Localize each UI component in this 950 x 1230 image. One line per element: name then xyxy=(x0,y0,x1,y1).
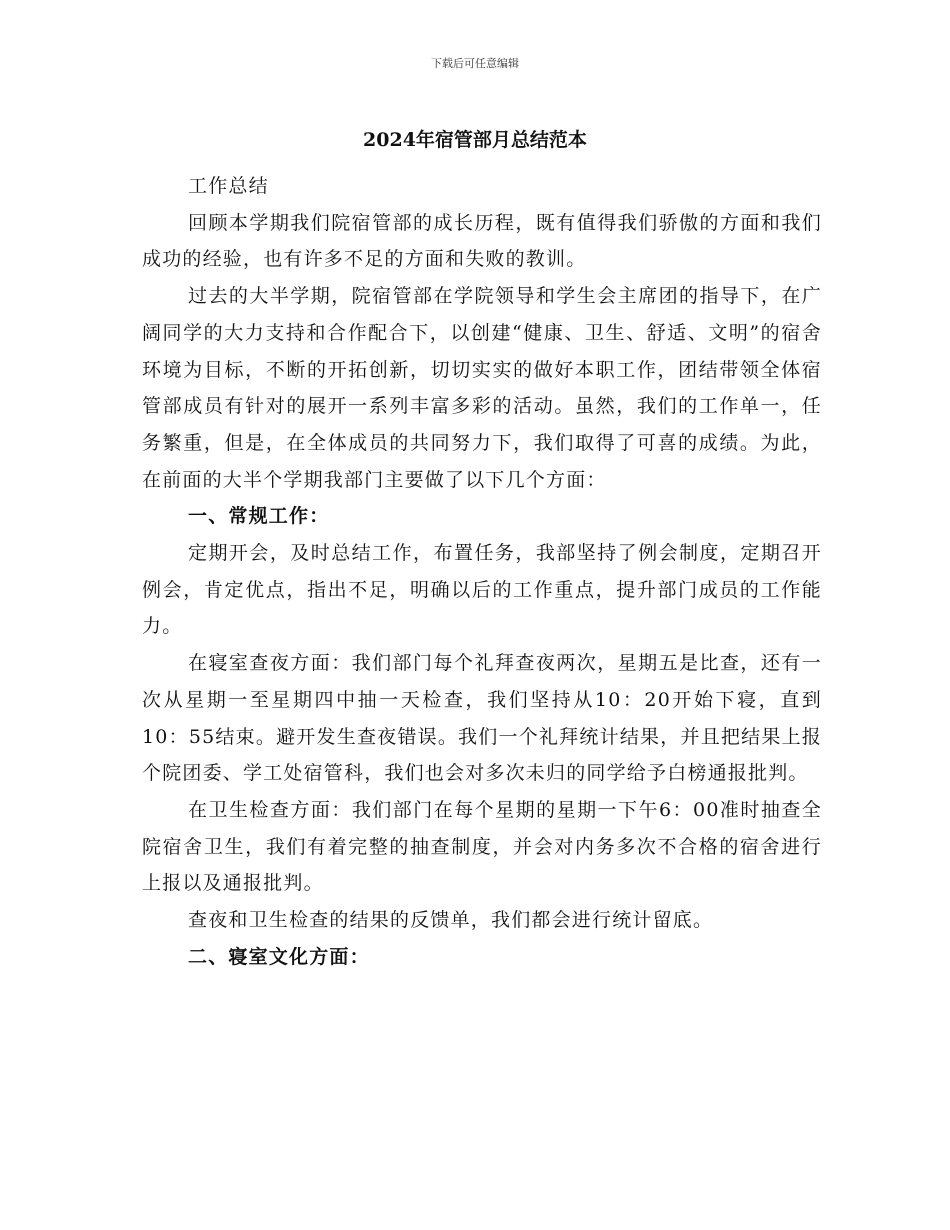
section-heading: 一、常规工作： xyxy=(188,505,330,528)
paragraph: 在寝室查夜方面：我们部门每个礼拜查夜两次，星期五是比查，还有一次从星期一至星期四中抽一天检查，我们坚持从10：20开始下寝，直到10：55结束。避开发生查夜错误。我们一个礼拜统计结果，并且把结果上报个院团委、学工处宿管科，我们也会对多次未归的同学给予白榜通报批判。 xyxy=(142,652,822,785)
paragraph: 在卫生检查方面：我们部门在每个星期的星期一下午6：00准时抽查全院宿舍卫生，我们有着完整的抽查制度，并会对内务多次不合格的宿舍进行上报以及通报批判。 xyxy=(142,798,822,895)
section-heading: 二、寝室文化方面： xyxy=(188,945,370,968)
section-label: 工作总结 xyxy=(188,175,269,197)
paragraph: 查夜和卫生检查的结果的反馈单，我们都会进行统计留底。 xyxy=(188,909,714,932)
paragraph: 定期开会，及时总结工作，布置任务，我部坚持了例会制度，定期召开例会，肯定优点，指出不足，明确以后的工作重点，提升部门成员的工作能力。 xyxy=(142,542,822,638)
header-note: 下载后可任意编辑 xyxy=(431,57,519,70)
document-title: 2024年宿管部月总结范本 xyxy=(363,129,587,151)
document-body xyxy=(142,168,822,975)
paragraph: 回顾本学期我们院宿管部的成长历程，既有值得我们骄傲的方面和我们成功的经验，也有许多不足的方面和失败的教训。 xyxy=(142,211,822,271)
paragraph: 过去的大半学期，院宿管部在学院领导和学生会主席团的指导下，在广阔同学的大力支持和合作配合下，以创建“健康、卫生、舒适、文明”的宿舍环境为目标，不断的开拓创新，切切实实的做好本职工作，团结带领全体宿管部成员有针对的展开一系列丰富多彩的活动。虽然，我们的工作单一，任务繁重，但是，在全体成员的共同努力下，我们取得了可喜的成绩。为此，在前面的大半个学期我部门主要做了以下几个方面： xyxy=(142,285,822,491)
